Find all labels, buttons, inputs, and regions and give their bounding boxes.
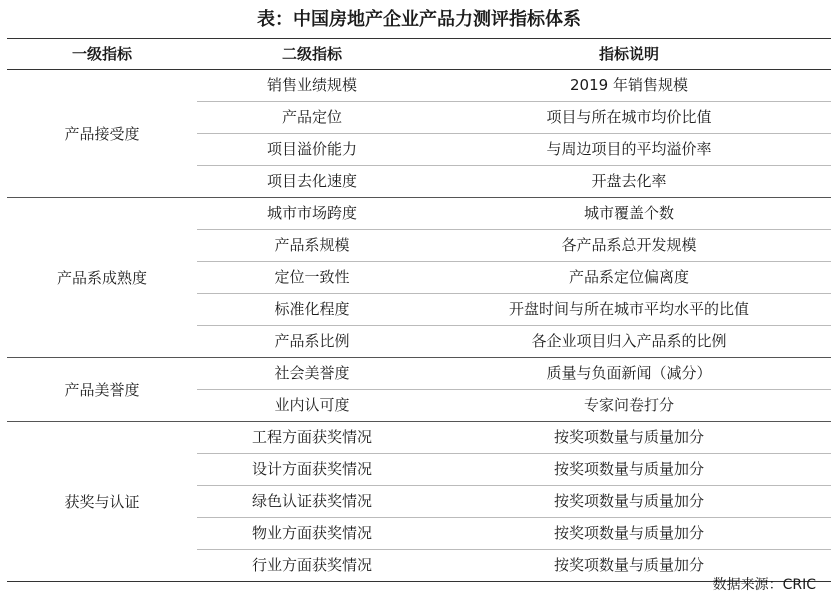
description-cell: 按奖项数量与质量加分: [553, 460, 704, 478]
description-cell: 开盘时间与所在城市平均水平的比值: [508, 300, 749, 318]
indicator-cell: 定位一致性: [274, 268, 350, 286]
indicator-cell: 业内认可度: [274, 396, 350, 414]
table-row: [197, 230, 831, 262]
indicator-cell: 工程方面获奖情况: [251, 428, 372, 446]
description-cell: 与周边项目的平均溢价率: [546, 140, 712, 158]
table-row: [197, 262, 831, 294]
indicator-group: [7, 422, 831, 582]
table-row: [197, 454, 831, 486]
indicator-cell: 城市市场跨度: [266, 204, 357, 222]
indicator-group: [7, 358, 831, 422]
table-row: [197, 166, 831, 197]
description-cell: 专家问卷打分: [583, 396, 674, 414]
table-row: [197, 358, 831, 390]
indicator-cell: 社会美誉度: [274, 364, 350, 382]
table-header: [7, 38, 831, 70]
indicator-cell: 项目溢价能力: [266, 140, 357, 158]
indicator-cell: 绿色认证获奖情况: [251, 492, 372, 510]
indicator-cell: 行业方面获奖情况: [251, 556, 372, 574]
description-cell: 各企业项目归入产品系的比例: [531, 332, 727, 350]
table-row: [197, 294, 831, 326]
source-note: 数据来源：CRIC: [712, 577, 816, 593]
description-cell: 按奖项数量与质量加分: [553, 556, 704, 574]
description-cell: 按奖项数量与质量加分: [553, 492, 704, 510]
description-cell: 按奖项数量与质量加分: [553, 428, 704, 446]
group-name: 产品接受度: [64, 125, 140, 143]
table-row: [197, 390, 831, 421]
indicator-cell: 销售业绩规模: [266, 76, 357, 94]
group-name: 获奖与认证: [64, 493, 140, 511]
header-level1: 一级指标: [71, 45, 132, 63]
description-cell: 城市覆盖个数: [583, 204, 674, 222]
indicator-table: [7, 38, 831, 582]
table-row: [197, 134, 831, 166]
indicator-cell: 标准化程度: [274, 300, 350, 318]
description-cell: 项目与所在城市均价比值: [546, 108, 712, 126]
description-cell: 质量与负面新闻（减分）: [546, 364, 712, 382]
description-cell: 按奖项数量与质量加分: [553, 524, 704, 542]
table-title: 表：中国房地产企业产品力测评指标体系: [257, 9, 581, 30]
indicator-group: [7, 70, 831, 198]
indicator-cell: 产品系规模: [274, 236, 350, 254]
indicator-cell: 设计方面获奖情况: [251, 460, 372, 478]
indicator-cell: 物业方面获奖情况: [251, 524, 372, 542]
indicator-group: [7, 198, 831, 358]
table-row: [197, 518, 831, 550]
indicator-cell: 产品系比例: [274, 332, 350, 350]
header-desc: 指标说明: [598, 45, 659, 63]
indicator-cell: 项目去化速度: [266, 172, 357, 190]
group-name: 产品美誉度: [64, 381, 140, 399]
description-cell: 2019 年销售规模: [570, 76, 688, 94]
table-body: [7, 70, 831, 582]
indicator-cell: 产品定位: [281, 108, 342, 126]
table-row: [197, 326, 831, 357]
table-row: [197, 102, 831, 134]
table-row: [197, 70, 831, 102]
table-row: [197, 198, 831, 230]
description-cell: 产品系定位偏离度: [568, 268, 689, 286]
description-cell: 开盘去化率: [591, 172, 667, 190]
group-name: 产品系成熟度: [56, 269, 147, 287]
table-row: [197, 422, 831, 454]
header-level2: 二级指标: [281, 45, 342, 63]
table-row: [197, 486, 831, 518]
description-cell: 各产品系总开发规模: [561, 236, 697, 254]
